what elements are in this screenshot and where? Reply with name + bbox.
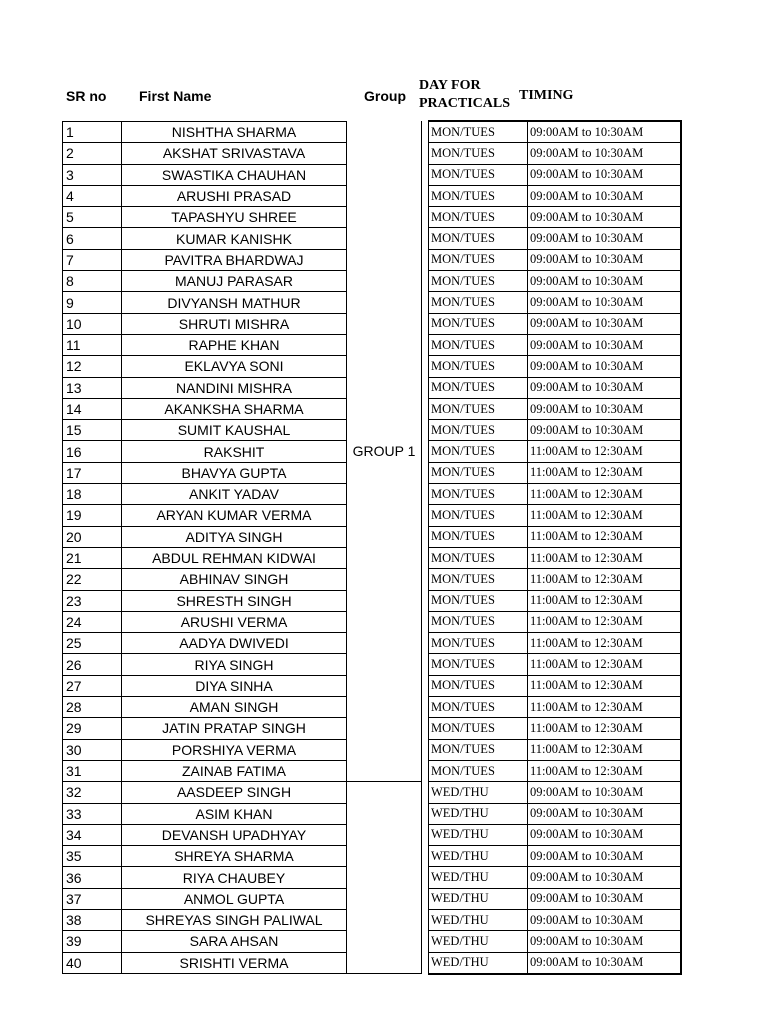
timing-cell: 09:00AM to 10:30AM <box>528 271 682 292</box>
timing-cell: 09:00AM to 10:30AM <box>528 228 682 249</box>
header-day-line1: DAY FOR <box>419 78 481 93</box>
timing-cell: 09:00AM to 10:30AM <box>528 249 682 270</box>
column-gap <box>422 441 429 462</box>
first-name-cell: ZAINAB FATIMA <box>122 760 347 781</box>
practical-day-cell: MON/TUES <box>429 420 528 441</box>
column-gap <box>422 760 429 781</box>
first-name-cell: NISHTHA SHARMA <box>122 121 347 143</box>
sr-no-cell: 36 <box>63 867 122 888</box>
sr-no-cell: 40 <box>63 952 122 974</box>
header-day-for-practicals <box>419 77 510 113</box>
timing-cell: 11:00AM to 12:30AM <box>528 675 682 696</box>
practical-day-cell: MON/TUES <box>429 462 528 483</box>
column-gap <box>422 590 429 611</box>
column-gap <box>422 484 429 505</box>
column-gap <box>422 121 429 143</box>
sr-no-cell: 22 <box>63 569 122 590</box>
column-gap <box>422 420 429 441</box>
first-name-cell: ARUSHI VERMA <box>122 611 347 632</box>
sr-no-cell: 19 <box>63 505 122 526</box>
header-group: Group <box>364 88 406 104</box>
column-gap <box>422 909 429 930</box>
roster-table <box>62 120 682 975</box>
column-gap <box>422 207 429 228</box>
sr-no-cell: 26 <box>63 654 122 675</box>
sr-no-cell: 28 <box>63 697 122 718</box>
column-gap <box>422 931 429 952</box>
column-gap <box>422 718 429 739</box>
first-name-cell: SWASTIKA CHAUHAN <box>122 164 347 185</box>
timing-cell: 09:00AM to 10:30AM <box>528 143 682 164</box>
sr-no-cell: 33 <box>63 803 122 824</box>
column-gap <box>422 569 429 590</box>
sr-no-cell: 14 <box>63 398 122 419</box>
timing-cell: 11:00AM to 12:30AM <box>528 697 682 718</box>
practical-day-cell: MON/TUES <box>429 675 528 696</box>
column-gap <box>422 697 429 718</box>
column-gap <box>422 654 429 675</box>
practical-day-cell: MON/TUES <box>429 377 528 398</box>
column-gap <box>422 505 429 526</box>
column-gap <box>422 952 429 974</box>
column-gap <box>422 462 429 483</box>
column-gap <box>422 249 429 270</box>
first-name-cell: PAVITRA BHARDWAJ <box>122 249 347 270</box>
first-name-cell: SHRUTI MISHRA <box>122 313 347 334</box>
practical-day-cell: MON/TUES <box>429 760 528 781</box>
practical-day-cell: MON/TUES <box>429 249 528 270</box>
sr-no-cell: 20 <box>63 526 122 547</box>
timing-cell: 11:00AM to 12:30AM <box>528 760 682 781</box>
practical-day-cell: WED/THU <box>429 824 528 845</box>
practical-day-cell: MON/TUES <box>429 398 528 419</box>
first-name-cell: DEVANSH UPADHYAY <box>122 824 347 845</box>
timing-cell: 09:00AM to 10:30AM <box>528 952 682 974</box>
practical-day-cell: MON/TUES <box>429 526 528 547</box>
column-gap <box>422 526 429 547</box>
timing-cell: 09:00AM to 10:30AM <box>528 207 682 228</box>
first-name-cell: ABDUL REHMAN KIDWAI <box>122 547 347 568</box>
sr-no-cell: 5 <box>63 207 122 228</box>
first-name-cell: AKSHAT SRIVASTAVA <box>122 143 347 164</box>
timing-cell: 09:00AM to 10:30AM <box>528 313 682 334</box>
sr-no-cell: 25 <box>63 633 122 654</box>
sr-no-cell: 27 <box>63 675 122 696</box>
timing-cell: 11:00AM to 12:30AM <box>528 462 682 483</box>
column-gap <box>422 271 429 292</box>
practical-day-cell: WED/THU <box>429 909 528 930</box>
practical-day-cell: MON/TUES <box>429 590 528 611</box>
sr-no-cell: 16 <box>63 441 122 462</box>
timing-cell: 11:00AM to 12:30AM <box>528 526 682 547</box>
timing-cell: 11:00AM to 12:30AM <box>528 739 682 760</box>
sr-no-cell: 34 <box>63 824 122 845</box>
group-cell-empty <box>347 782 422 974</box>
practical-day-cell: MON/TUES <box>429 441 528 462</box>
timing-cell: 09:00AM to 10:30AM <box>528 782 682 803</box>
timing-cell: 09:00AM to 10:30AM <box>528 931 682 952</box>
first-name-cell: ANKIT YADAV <box>122 484 347 505</box>
column-gap <box>422 888 429 909</box>
practical-day-cell: MON/TUES <box>429 228 528 249</box>
column-gap <box>422 846 429 867</box>
first-name-cell: TAPASHYU SHREE <box>122 207 347 228</box>
sr-no-cell: 24 <box>63 611 122 632</box>
first-name-cell: RIYA CHAUBEY <box>122 867 347 888</box>
sr-no-cell: 30 <box>63 739 122 760</box>
first-name-cell: KUMAR KANISHK <box>122 228 347 249</box>
sr-no-cell: 18 <box>63 484 122 505</box>
sr-no-cell: 6 <box>63 228 122 249</box>
first-name-cell: SUMIT KAUSHAL <box>122 420 347 441</box>
practical-day-cell: WED/THU <box>429 803 528 824</box>
practical-day-cell: MON/TUES <box>429 484 528 505</box>
column-gap <box>422 782 429 803</box>
first-name-cell: JATIN PRATAP SINGH <box>122 718 347 739</box>
timing-cell: 11:00AM to 12:30AM <box>528 547 682 568</box>
sr-no-cell: 1 <box>63 121 122 143</box>
column-gap <box>422 143 429 164</box>
practical-day-cell: WED/THU <box>429 888 528 909</box>
sr-no-cell: 12 <box>63 356 122 377</box>
timing-cell: 09:00AM to 10:30AM <box>528 398 682 419</box>
practical-day-cell: MON/TUES <box>429 569 528 590</box>
column-gap <box>422 313 429 334</box>
timing-cell: 09:00AM to 10:30AM <box>528 185 682 206</box>
practical-day-cell: MON/TUES <box>429 164 528 185</box>
column-gap <box>422 185 429 206</box>
practical-day-cell: MON/TUES <box>429 334 528 355</box>
column-gap <box>422 356 429 377</box>
sr-no-cell: 31 <box>63 760 122 781</box>
timing-cell: 09:00AM to 10:30AM <box>528 356 682 377</box>
timing-cell: 09:00AM to 10:30AM <box>528 292 682 313</box>
column-gap <box>422 611 429 632</box>
first-name-cell: BHAVYA GUPTA <box>122 462 347 483</box>
header-first-name: First Name <box>139 88 212 104</box>
timing-cell: 11:00AM to 12:30AM <box>528 505 682 526</box>
sr-no-cell: 10 <box>63 313 122 334</box>
sr-no-cell: 8 <box>63 271 122 292</box>
practical-day-cell: MON/TUES <box>429 505 528 526</box>
first-name-cell: SHREYA SHARMA <box>122 846 347 867</box>
roster-body <box>63 121 682 974</box>
sr-no-cell: 2 <box>63 143 122 164</box>
sr-no-cell: 7 <box>63 249 122 270</box>
first-name-cell: AMAN SINGH <box>122 697 347 718</box>
sr-no-cell: 9 <box>63 292 122 313</box>
sr-no-cell: 38 <box>63 909 122 930</box>
first-name-cell: SHREYAS SINGH PALIWAL <box>122 909 347 930</box>
first-name-cell: AADYA DWIVEDI <box>122 633 347 654</box>
practical-day-cell: MON/TUES <box>429 207 528 228</box>
timing-cell: 11:00AM to 12:30AM <box>528 590 682 611</box>
first-name-cell: RAPHE KHAN <box>122 334 347 355</box>
timing-cell: 09:00AM to 10:30AM <box>528 803 682 824</box>
timing-cell: 09:00AM to 10:30AM <box>528 334 682 355</box>
timing-cell: 11:00AM to 12:30AM <box>528 633 682 654</box>
column-gap <box>422 739 429 760</box>
sr-no-cell: 13 <box>63 377 122 398</box>
sr-no-cell: 11 <box>63 334 122 355</box>
first-name-cell: RAKSHIT <box>122 441 347 462</box>
practical-day-cell: MON/TUES <box>429 185 528 206</box>
timing-cell: 11:00AM to 12:30AM <box>528 718 682 739</box>
table-row <box>63 121 682 143</box>
header-day-line2: PRACTICALS <box>419 96 511 111</box>
sr-no-cell: 23 <box>63 590 122 611</box>
column-gap <box>422 228 429 249</box>
timing-cell: 11:00AM to 12:30AM <box>528 484 682 505</box>
first-name-cell: ARUSHI PRASAD <box>122 185 347 206</box>
practical-day-cell: MON/TUES <box>429 633 528 654</box>
first-name-cell: SARA AHSAN <box>122 931 347 952</box>
timing-cell: 11:00AM to 12:30AM <box>528 611 682 632</box>
first-name-cell: PORSHIYA VERMA <box>122 739 347 760</box>
sr-no-cell: 29 <box>63 718 122 739</box>
timing-cell: 09:00AM to 10:30AM <box>528 846 682 867</box>
sr-no-cell: 21 <box>63 547 122 568</box>
practical-day-cell: MON/TUES <box>429 611 528 632</box>
first-name-cell: ARYAN KUMAR VERMA <box>122 505 347 526</box>
sr-no-cell: 39 <box>63 931 122 952</box>
first-name-cell: ABHINAV SINGH <box>122 569 347 590</box>
column-gap <box>422 633 429 654</box>
first-name-cell: SRISHTI VERMA <box>122 952 347 974</box>
timing-cell: 09:00AM to 10:30AM <box>528 824 682 845</box>
practical-day-cell: MON/TUES <box>429 292 528 313</box>
practical-day-cell: MON/TUES <box>429 654 528 675</box>
practical-day-cell: MON/TUES <box>429 547 528 568</box>
practical-day-cell: WED/THU <box>429 952 528 974</box>
timing-cell: 11:00AM to 12:30AM <box>528 569 682 590</box>
column-gap <box>422 803 429 824</box>
column-gap <box>422 164 429 185</box>
column-gap <box>422 334 429 355</box>
practical-day-cell: MON/TUES <box>429 121 528 143</box>
table-row <box>63 782 682 803</box>
first-name-cell: SHRESTH SINGH <box>122 590 347 611</box>
first-name-cell: AASDEEP SINGH <box>122 782 347 803</box>
column-gap <box>422 547 429 568</box>
column-gap <box>422 675 429 696</box>
practical-day-cell: MON/TUES <box>429 697 528 718</box>
column-gap <box>422 824 429 845</box>
timing-cell: 11:00AM to 12:30AM <box>528 654 682 675</box>
practical-day-cell: WED/THU <box>429 782 528 803</box>
header-sr-no: SR no <box>66 88 107 104</box>
practical-day-cell: WED/THU <box>429 931 528 952</box>
sr-no-cell: 32 <box>63 782 122 803</box>
timing-cell: 09:00AM to 10:30AM <box>528 909 682 930</box>
first-name-cell: NANDINI MISHRA <box>122 377 347 398</box>
sr-no-cell: 35 <box>63 846 122 867</box>
first-name-cell: EKLAVYA SONI <box>122 356 347 377</box>
practical-day-cell: MON/TUES <box>429 356 528 377</box>
practical-day-cell: WED/THU <box>429 867 528 888</box>
first-name-cell: ANMOL GUPTA <box>122 888 347 909</box>
timing-cell: 09:00AM to 10:30AM <box>528 164 682 185</box>
first-name-cell: ADITYA SINGH <box>122 526 347 547</box>
practical-day-cell: MON/TUES <box>429 271 528 292</box>
practical-day-cell: MON/TUES <box>429 739 528 760</box>
first-name-cell: RIYA SINGH <box>122 654 347 675</box>
sr-no-cell: 4 <box>63 185 122 206</box>
sr-no-cell: 17 <box>63 462 122 483</box>
first-name-cell: DIYA SINHA <box>122 675 347 696</box>
timing-cell: 09:00AM to 10:30AM <box>528 888 682 909</box>
first-name-cell: ASIM KHAN <box>122 803 347 824</box>
practical-day-cell: WED/THU <box>429 846 528 867</box>
sr-no-cell: 15 <box>63 420 122 441</box>
header-timing: TIMING <box>519 88 574 103</box>
first-name-cell: DIVYANSH MATHUR <box>122 292 347 313</box>
first-name-cell: AKANKSHA SHARMA <box>122 398 347 419</box>
practical-day-cell: MON/TUES <box>429 718 528 739</box>
column-gap <box>422 377 429 398</box>
practical-day-cell: MON/TUES <box>429 313 528 334</box>
practical-day-cell: MON/TUES <box>429 143 528 164</box>
column-gap <box>422 292 429 313</box>
timing-cell: 09:00AM to 10:30AM <box>528 420 682 441</box>
timing-cell: 11:00AM to 12:30AM <box>528 441 682 462</box>
first-name-cell: MANUJ PARASAR <box>122 271 347 292</box>
group-cell: GROUP 1 <box>347 121 422 782</box>
sr-no-cell: 37 <box>63 888 122 909</box>
column-gap <box>422 398 429 419</box>
column-gap <box>422 867 429 888</box>
timing-cell: 09:00AM to 10:30AM <box>528 377 682 398</box>
timing-cell: 09:00AM to 10:30AM <box>528 121 682 143</box>
sr-no-cell: 3 <box>63 164 122 185</box>
timing-cell: 09:00AM to 10:30AM <box>528 867 682 888</box>
